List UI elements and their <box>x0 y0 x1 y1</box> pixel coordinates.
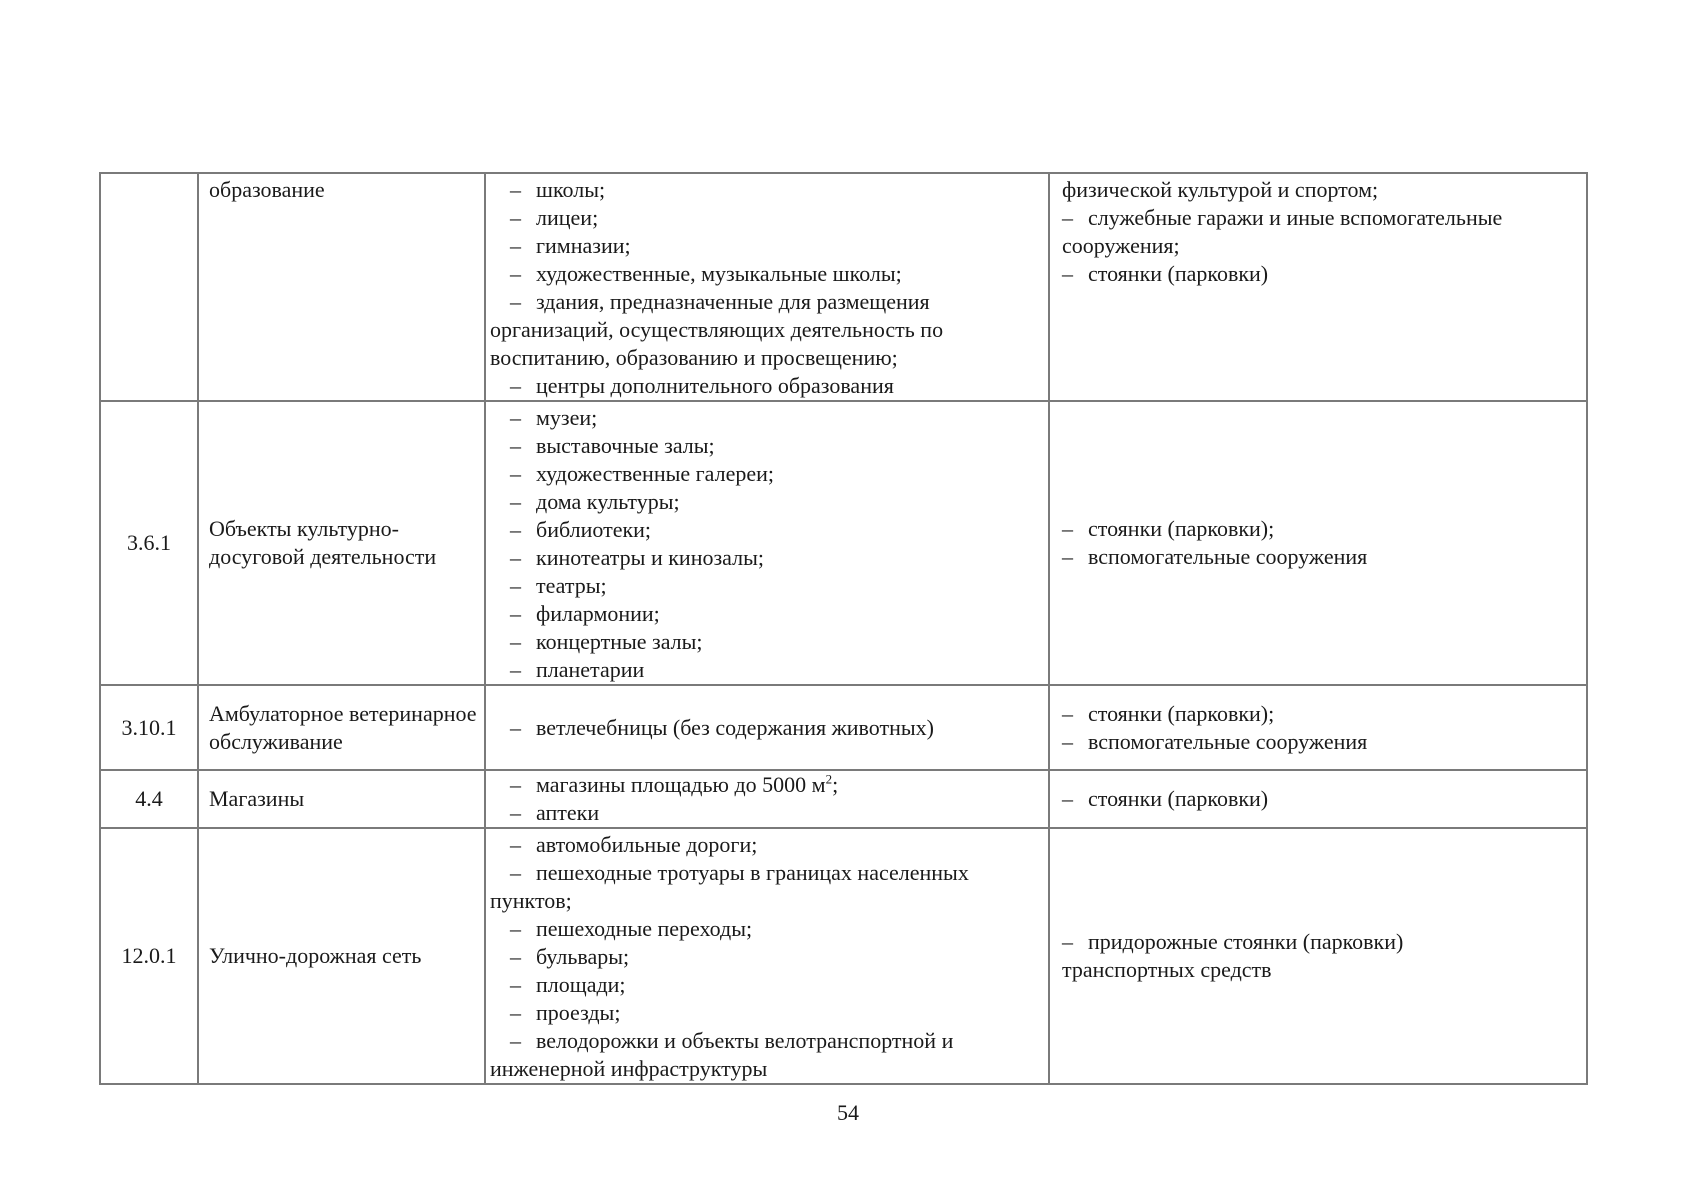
list-item <box>490 600 1048 628</box>
aux-uses-list <box>1062 174 1586 288</box>
list-item <box>490 1055 1048 1083</box>
list-item-text: магазины площадью до 5000 м <box>536 772 826 797</box>
list-item <box>1062 176 1586 204</box>
aux-uses-cell <box>1049 173 1587 401</box>
main-uses-list <box>490 771 1048 827</box>
list-item-text: школы; <box>536 177 606 202</box>
list-item <box>490 516 1048 544</box>
main-uses-cell <box>485 770 1049 828</box>
list-item-text: пешеходные переходы; <box>536 916 753 941</box>
list-item-text: концертные залы; <box>536 629 703 654</box>
list-item-text: гимназии; <box>536 233 631 258</box>
list-item-text: филармонии; <box>536 601 660 626</box>
list-item <box>1062 928 1586 956</box>
aux-uses-list <box>1062 515 1586 571</box>
aux-uses-cell <box>1049 828 1587 1084</box>
list-item <box>490 260 1048 288</box>
list-item-text: бульвары; <box>536 944 630 969</box>
list-item <box>490 771 1048 799</box>
list-item <box>490 176 1048 204</box>
list-item <box>490 432 1048 460</box>
list-item <box>490 999 1048 1027</box>
list-item <box>490 232 1048 260</box>
name-text: Объекты культурно-досуговой деятельности <box>209 516 437 569</box>
list-item <box>490 344 1048 372</box>
table-row <box>100 401 1587 685</box>
aux-uses-cell <box>1049 770 1587 828</box>
list-item <box>490 714 1048 742</box>
list-item-text: художественные, музыкальные школы; <box>536 261 902 286</box>
list-item-text: воспитанию, образованию и просвещению; <box>490 345 898 370</box>
name-cell <box>198 770 485 828</box>
list-item <box>490 544 1048 572</box>
main-uses-list <box>490 829 1048 1083</box>
list-item <box>490 288 1048 316</box>
name-text: Магазины <box>209 786 305 811</box>
land-use-table <box>99 172 1588 1085</box>
table-row <box>100 770 1587 828</box>
main-uses-cell <box>485 173 1049 401</box>
name-cell <box>198 685 485 770</box>
list-item <box>490 915 1048 943</box>
list-item-text: вспомогательные сооружения <box>1088 728 1368 754</box>
code-cell: 4.4 <box>100 770 198 828</box>
list-item-text: сооружения; <box>1062 233 1180 258</box>
aux-uses-cell <box>1049 401 1587 685</box>
list-item-text: транспортных средств <box>1062 957 1272 982</box>
table-row <box>100 685 1587 770</box>
main-uses-cell <box>485 401 1049 685</box>
code-cell <box>100 173 198 401</box>
list-item-text: велодорожки и объекты велотранспортной и <box>536 1028 954 1053</box>
list-item <box>490 460 1048 488</box>
list-item <box>1062 728 1586 756</box>
list-item-text: пунктов; <box>490 888 572 913</box>
list-item <box>490 404 1048 432</box>
list-item <box>1062 260 1586 288</box>
list-item-text: дома культуры; <box>536 489 680 514</box>
list-item-text: лицеи; <box>536 205 599 230</box>
list-item-text: ветлечебницы (без содержания животных) <box>536 714 934 740</box>
list-item-text: проезды; <box>536 1000 621 1025</box>
name-text: Улично-дорожная сеть <box>209 943 422 968</box>
list-item <box>490 316 1048 344</box>
list-item-text: художественные галереи; <box>536 461 775 486</box>
list-item <box>490 943 1048 971</box>
name-cell <box>198 401 485 685</box>
code-cell: 3.6.1 <box>100 401 198 685</box>
superscript: 2 <box>825 771 833 787</box>
aux-uses-cell <box>1049 685 1587 770</box>
list-item <box>490 831 1048 859</box>
list-item <box>490 656 1048 684</box>
list-item <box>490 859 1048 887</box>
list-item <box>490 971 1048 999</box>
list-item <box>1062 515 1586 543</box>
list-item <box>1062 785 1586 813</box>
table-body <box>100 173 1587 1084</box>
list-item <box>1062 232 1586 260</box>
list-item-text: автомобильные дороги; <box>536 832 758 857</box>
list-item-text: музеи; <box>536 405 598 430</box>
list-item <box>1062 543 1586 571</box>
table-row <box>100 828 1587 1084</box>
list-item-text: планетарии <box>536 657 645 682</box>
list-item-text: организаций, осуществляющих деятельность по <box>490 317 944 342</box>
list-item <box>490 572 1048 600</box>
table-row <box>100 173 1587 401</box>
list-item-text: стоянки (парковки); <box>1088 700 1275 726</box>
list-item-text: выставочные залы; <box>536 433 715 458</box>
list-item-text: пешеходные тротуары в границах населенных <box>536 860 969 885</box>
list-item <box>490 628 1048 656</box>
list-item-text: стоянки (парковки) <box>1088 786 1269 811</box>
list-item <box>490 372 1048 400</box>
main-uses-list <box>490 402 1048 684</box>
list-item <box>1062 700 1586 728</box>
name-cell <box>198 828 485 1084</box>
list-item <box>490 1027 1048 1055</box>
list-item-text: инженерной инфраструктуры <box>490 1056 768 1081</box>
list-item-text: вспомогательные сооружения <box>1088 544 1368 569</box>
list-item <box>1062 204 1586 232</box>
list-item-text: площади; <box>536 972 626 997</box>
list-item-text: библиотеки; <box>536 517 652 542</box>
name-text: Амбулаторное ветеринарное обслуживание <box>209 700 477 754</box>
main-uses-cell <box>485 685 1049 770</box>
aux-uses-list <box>1062 785 1586 813</box>
list-item-text: физической культурой и спортом; <box>1062 177 1379 202</box>
list-item <box>490 799 1048 827</box>
list-item-text: театры; <box>536 573 607 598</box>
list-item-text: здания, предназначенные для размещения <box>536 289 930 314</box>
main-uses-list <box>490 174 1048 400</box>
list-item-text: кинотеатры и кинозалы; <box>536 545 764 570</box>
list-item-text: центры дополнительного образования <box>536 373 894 398</box>
list-item-text: аптеки <box>536 800 600 825</box>
name-cell <box>198 173 485 401</box>
list-item <box>490 488 1048 516</box>
list-item-text: стоянки (парковки); <box>1088 516 1275 541</box>
list-item-text: придорожные стоянки (парковки) <box>1088 929 1404 954</box>
aux-uses-list <box>1062 928 1586 984</box>
list-item-tail: ; <box>832 772 839 797</box>
main-uses-list <box>490 714 1048 742</box>
main-uses-cell <box>485 828 1049 1084</box>
list-item-text: стоянки (парковки) <box>1088 261 1269 286</box>
code-cell: 3.10.1 <box>100 685 198 770</box>
code-cell: 12.0.1 <box>100 828 198 1084</box>
aux-uses-list <box>1062 700 1586 756</box>
name-text: образование <box>209 177 325 202</box>
list-item <box>490 887 1048 915</box>
list-item-text: служебные гаражи и иные вспомогательные <box>1088 205 1503 230</box>
page-number: 54 <box>837 1100 859 1125</box>
list-item <box>490 204 1048 232</box>
list-item <box>1062 956 1586 984</box>
